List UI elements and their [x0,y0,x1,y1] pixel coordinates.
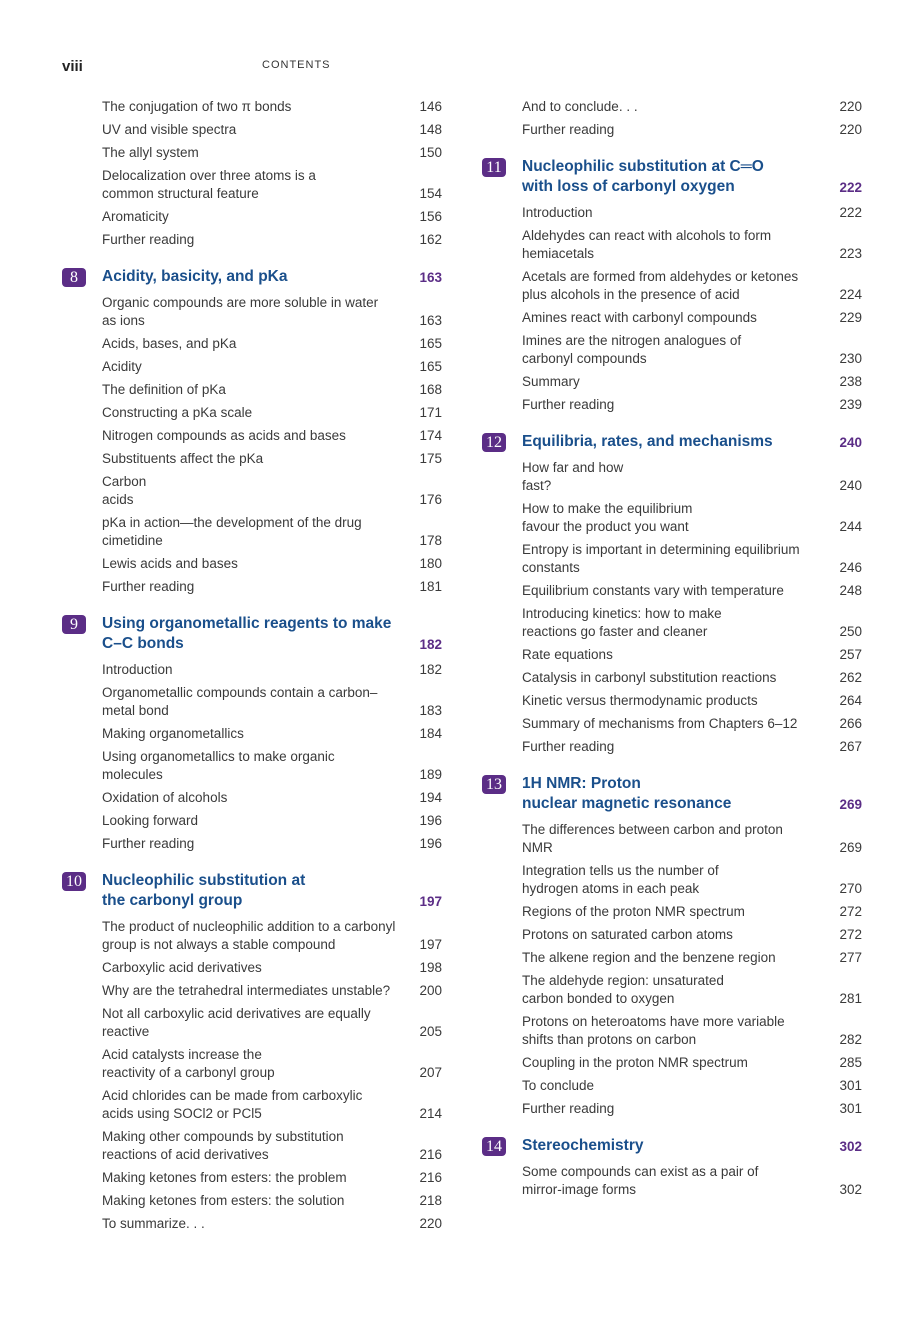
toc-entry[interactable] [62,812,446,830]
entry-title: Integration tells us the number of hydrogen atoms in each peak [522,863,719,896]
entry-page: 176 [419,492,442,507]
entry-title: Coupling in the proton NMR spectrum [522,1055,748,1070]
entry-page: 178 [419,533,442,548]
entry-title: Introducing kinetics: how to make reactions go faster and cleaner [522,606,722,639]
entry-page: 196 [419,813,442,828]
entry-title: The definition of pKa [102,382,226,397]
entry-page: 146 [419,99,442,114]
entry-page: 281 [839,991,862,1006]
chapter-page: 222 [839,180,862,195]
entry-title: How far and how fast? [522,460,624,493]
entry-page: 266 [839,716,862,731]
toc-entry[interactable] [62,555,446,573]
chapter-page: 163 [419,270,442,285]
entry-title: Further reading [522,397,615,412]
entry-title: Lewis acids and bases [102,556,238,571]
chapter-number-badge: 11 [482,158,506,177]
entry-title: Delocalization over three atoms is a common structural feature [102,168,316,201]
toc-entry[interactable] [482,738,866,756]
entry-title: Introduction [102,662,173,677]
toc-entry[interactable] [62,514,446,550]
toc-entry[interactable] [482,500,866,536]
entry-page: 239 [839,397,862,412]
toc-entry[interactable] [62,959,446,977]
entry-page: 267 [839,739,862,754]
toc-entry[interactable] [62,1046,446,1082]
toc-entry[interactable] [62,578,446,596]
entry-title: The conjugation of two π bonds [102,99,292,114]
toc-entry[interactable] [482,605,866,641]
entry-title: Acid chlorides can be made from carboxylic acids using SOCl2 or PCl5 [102,1088,363,1121]
chapter-page: 197 [419,894,442,909]
toc-right-column [482,98,866,1204]
entry-page: 301 [839,1101,862,1116]
entry-title: Further reading [522,1101,615,1116]
chapter-number-badge: 9 [62,615,86,634]
entry-title: To conclude [522,1078,595,1093]
toc-entry[interactable] [482,1013,866,1049]
toc-entry[interactable] [62,208,446,226]
chapter-title: 1H NMR: Proton nuclear magnetic resonance [522,775,732,812]
entry-title: Protons on saturated carbon atoms [522,927,733,942]
entry-page: 214 [419,1106,442,1121]
entry-page: 257 [839,647,862,662]
entry-title: Further reading [102,232,195,247]
entry-title: Using organometallics to make organic molecules [102,749,335,782]
entry-title: Nitrogen compounds as acids and bases [102,428,346,443]
entry-page: 168 [419,382,442,397]
toc-entry[interactable] [62,1005,446,1041]
toc-entry[interactable] [62,835,446,853]
entry-title: The aldehyde region: unsaturated carbon bonded to oxygen [522,973,724,1006]
entry-page: 171 [419,405,442,420]
entry-title: Further reading [102,836,195,851]
chapter-number-badge: 10 [62,872,86,891]
entry-title: Carbon acids [102,474,147,507]
entry-page: 156 [419,209,442,224]
toc-entry[interactable] [62,684,446,720]
chapter-title: Equilibria, rates, and mechanisms [522,433,773,450]
entry-page: 189 [419,767,442,782]
entry-page: 218 [419,1193,442,1208]
entry-page: 175 [419,451,442,466]
entry-title: Further reading [522,122,615,137]
entry-page: 220 [419,1216,442,1231]
entry-title: Organic compounds are more soluble in water as ions [102,295,379,328]
entry-title: Equilibrium constants vary with temperature [522,583,784,598]
chapter-title: Stereochemistry [522,1137,644,1154]
toc-entry[interactable] [62,98,446,116]
toc-entry[interactable] [62,427,446,445]
entry-page: 165 [419,336,442,351]
entry-page: 246 [839,560,862,575]
chapter-title: Using organometallic reagents to make C–C bonds [102,615,392,652]
toc-entry[interactable] [482,1077,866,1095]
page-number: viii [62,58,83,75]
entry-title: Carboxylic acid derivatives [102,960,262,975]
entry-page: 200 [419,983,442,998]
entry-page: 182 [419,662,442,677]
toc-entry[interactable] [62,661,446,679]
entry-page: 197 [419,937,442,952]
entry-page: 240 [839,478,862,493]
toc-entry[interactable] [482,332,866,368]
toc-entry[interactable] [482,541,866,577]
toc-entry[interactable] [62,231,446,249]
entry-page: 148 [419,122,442,137]
toc-entry[interactable] [62,294,446,330]
chapter-heading[interactable] [62,871,446,911]
chapter-page: 240 [839,435,862,450]
toc-entry[interactable] [482,396,866,414]
entry-title: Kinetic versus thermodynamic products [522,693,758,708]
entry-title: Why are the tetrahedral intermediates unstable? [102,983,391,998]
toc-entry[interactable] [482,582,866,600]
entry-title: UV and visible spectra [102,122,237,137]
chapter-title: Nucleophilic substitution at C═O with loss of carbonyl oxygen [522,158,764,195]
entry-page: 238 [839,374,862,389]
entry-title: The alkene region and the benzene region [522,950,776,965]
toc-entry[interactable] [62,167,446,203]
entry-page: 181 [419,579,442,594]
toc-entry[interactable] [482,373,866,391]
toc-left-column [62,98,446,1238]
toc-entry[interactable] [62,473,446,509]
toc-entry[interactable] [482,669,866,687]
entry-page: 198 [419,960,442,975]
toc-entry[interactable] [482,268,866,304]
entry-page: 224 [839,287,862,302]
chapter-number-badge: 12 [482,433,506,452]
entry-title: Summary [522,374,580,389]
chapter-heading[interactable] [482,432,866,452]
entry-title: Acetals are formed from aldehydes or ketones plus alcohols in the presence of acid [522,269,799,302]
entry-title: Amines react with carbonyl compounds [522,310,757,325]
toc-entry[interactable] [62,1087,446,1123]
toc-entry[interactable] [62,358,446,376]
entry-title: Acidity [102,359,142,374]
chapter-number-badge: 14 [482,1137,506,1156]
entry-page: 272 [839,904,862,919]
entry-title: Substituents affect the pKa [102,451,264,466]
toc-entry[interactable] [62,725,446,743]
entry-title: Introduction [522,205,593,220]
entry-page: 183 [419,703,442,718]
entry-page: 154 [419,186,442,201]
entry-title: To summarize. . . [102,1216,205,1231]
entry-page: 180 [419,556,442,571]
entry-page: 302 [839,1182,862,1197]
entry-title: The differences between carbon and proton NMR [522,822,783,855]
toc-entry[interactable] [62,1128,446,1164]
entry-page: 248 [839,583,862,598]
entry-title: Making other compounds by substitution reactions of acid derivatives [102,1129,344,1162]
entry-page: 270 [839,881,862,896]
running-head: CONTENTS [262,59,331,71]
entry-title: Further reading [102,579,195,594]
toc-entry[interactable] [482,1100,866,1118]
toc-entry[interactable] [482,646,866,664]
entry-title: Aromaticity [102,209,169,224]
toc-entry[interactable] [482,692,866,710]
entry-title: Acids, bases, and pKa [102,336,237,351]
entry-page: 230 [839,351,862,366]
entry-page: 229 [839,310,862,325]
chapter-title: Acidity, basicity, and pKa [102,268,288,285]
toc-entry[interactable] [482,715,866,733]
entry-page: 269 [839,840,862,855]
entry-title: The product of nucleophilic addition to a carbonyl group is not always a stable compound [102,919,396,952]
toc-entry[interactable] [62,1215,446,1233]
toc-entry[interactable] [482,862,866,898]
entry-title: Further reading [522,739,615,754]
entry-title: Imines are the nitrogen analogues of carbonyl compounds [522,333,742,366]
entry-page: 150 [419,145,442,160]
toc-entry[interactable] [62,1192,446,1210]
entry-page: 285 [839,1055,862,1070]
chapter-page: 182 [419,637,442,652]
entry-page: 162 [419,232,442,247]
entry-page: 301 [839,1078,862,1093]
toc-entry[interactable] [482,121,866,139]
toc-entry[interactable] [482,227,866,263]
toc-entry[interactable] [482,1163,866,1199]
chapter-heading[interactable] [62,614,446,654]
chapter-number-badge: 8 [62,268,86,287]
entry-title: Regions of the proton NMR spectrum [522,904,745,919]
entry-title: Making ketones from esters: the problem [102,1170,347,1185]
toc-entry[interactable] [62,335,446,353]
entry-page: 174 [419,428,442,443]
toc-entry[interactable] [482,98,866,116]
chapter-heading[interactable] [62,267,446,287]
toc-entry[interactable] [62,918,446,954]
entry-page: 205 [419,1024,442,1039]
entry-page: 207 [419,1065,442,1080]
toc-entry[interactable] [62,381,446,399]
entry-page: 264 [839,693,862,708]
toc-entry[interactable] [482,903,866,921]
chapter-title: Nucleophilic substitution at the carbonyl group [102,872,306,909]
toc-entry[interactable] [482,204,866,222]
chapter-heading[interactable] [482,157,866,197]
entry-title: pKa in action—the development of the drug cimetidine [102,515,362,548]
entry-title: Looking forward [102,813,199,828]
entry-title: Entropy is important in determining equilibrium constants [522,542,800,575]
entry-page: 184 [419,726,442,741]
entry-title: Not all carboxylic acid derivatives are equally reactive [102,1006,371,1039]
toc-entry[interactable] [62,404,446,422]
entry-page: 277 [839,950,862,965]
entry-title: Making organometallics [102,726,244,741]
entry-title: How to make the equilibrium favour the product you want [522,501,693,534]
entry-title: Acid catalysts increase the reactivity of a carbonyl group [102,1047,275,1080]
entry-title: Constructing a pKa scale [102,405,253,420]
toc-entry[interactable] [482,926,866,944]
entry-page: 216 [419,1170,442,1185]
entry-title: Making ketones from esters: the solution [102,1193,345,1208]
entry-title: And to conclude. . . [522,99,638,114]
toc-entry[interactable] [482,309,866,327]
entry-title: Oxidation of alcohols [102,790,228,805]
toc-entry[interactable] [62,144,446,162]
entry-page: 163 [419,313,442,328]
toc-entry[interactable] [62,121,446,139]
entry-page: 196 [419,836,442,851]
toc-entry[interactable] [482,949,866,967]
entry-title: Protons on heteroatoms have more variable shifts than protons on carbon [522,1014,785,1047]
chapter-page: 302 [839,1139,862,1154]
entry-title: The allyl system [102,145,199,160]
entry-page: 194 [419,790,442,805]
toc-entry[interactable] [62,789,446,807]
toc-entry[interactable] [62,1169,446,1187]
chapter-heading[interactable] [482,774,866,814]
entry-page: 220 [839,122,862,137]
entry-page: 244 [839,519,862,534]
toc-entry[interactable] [482,1054,866,1072]
entry-page: 250 [839,624,862,639]
chapter-page: 269 [839,797,862,812]
entry-page: 216 [419,1147,442,1162]
entry-title: Summary of mechanisms from Chapters 6–12 [522,716,798,731]
entry-title: Organometallic compounds contain a carbon–metal bond [102,685,378,718]
chapter-number-badge: 13 [482,775,506,794]
toc-entry[interactable] [482,972,866,1008]
chapter-heading[interactable] [482,1136,866,1156]
entry-title: Rate equations [522,647,613,662]
toc-entry[interactable] [62,450,446,468]
entry-title: Some compounds can exist as a pair of mirror-image forms [522,1164,759,1197]
entry-page: 222 [839,205,862,220]
toc-entry[interactable] [62,982,446,1000]
entry-title: Aldehydes can react with alcohols to form hemiacetals [522,228,772,261]
toc-entry[interactable] [482,821,866,857]
entry-page: 272 [839,927,862,942]
page-header [62,58,862,78]
toc-entry[interactable] [62,748,446,784]
entry-page: 223 [839,246,862,261]
toc-entry[interactable] [482,459,866,495]
entry-title: Catalysis in carbonyl substitution reactions [522,670,777,685]
entry-page: 262 [839,670,862,685]
entry-page: 165 [419,359,442,374]
entry-page: 282 [839,1032,862,1047]
entry-page: 220 [839,99,862,114]
